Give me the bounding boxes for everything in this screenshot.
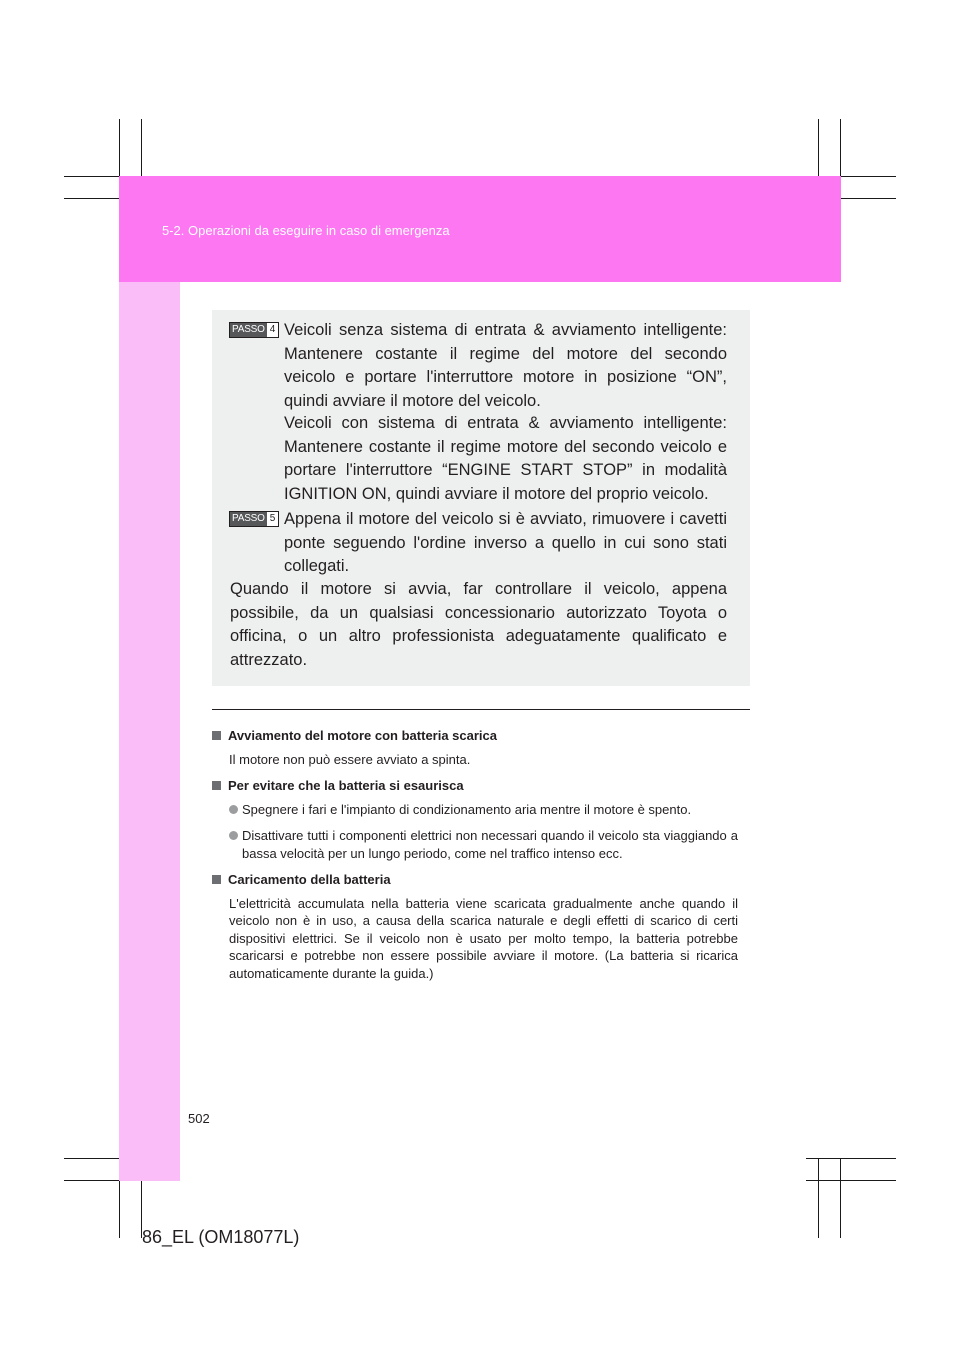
divider bbox=[212, 709, 750, 710]
notes-section bbox=[212, 727, 738, 991]
note-heading bbox=[212, 727, 738, 745]
crop-mark bbox=[840, 1158, 841, 1238]
note-heading-text: Avviamento del motore con batteria scarica bbox=[228, 728, 498, 743]
document-code: 86_EL (OM18077L) bbox=[142, 1227, 300, 1247]
step-badge-number: 4 bbox=[267, 323, 279, 337]
circle-bullet-icon bbox=[229, 831, 238, 840]
section-title: 5-2. Operazioni da eseguire in caso di emergenza bbox=[162, 223, 450, 238]
crop-mark bbox=[806, 1158, 896, 1159]
step-5-text: Appena il motore del veicolo si è avviato, rimuovere i cavetti ponte seguendo l'ordine inverso a quello in cui sono stati collegati. bbox=[284, 510, 727, 575]
circle-bullet-icon bbox=[229, 805, 238, 814]
crop-mark bbox=[806, 1180, 896, 1181]
page-number: 502 bbox=[188, 1111, 210, 1126]
note-heading bbox=[212, 871, 738, 889]
note-body: L'elettricità accumulata nella batteria viene scaricata gradualmente anche quando il veicolo non è in uso, a causa della scarica naturale e degli effetti di scarico di certi dispositivi elettrici. Se il veicolo non è usato per molto tempo, la batteria potrebbe scaricarsi e potrebbe non essere possibile avviare il motore. (La batteria si ricarica automaticamente durante la guida.) bbox=[229, 895, 738, 981]
note-body: Il motore non può essere avviato a spinta. bbox=[229, 751, 471, 767]
step-badge-4 bbox=[229, 322, 279, 338]
note-heading-text: Caricamento della batteria bbox=[228, 872, 391, 887]
list-item bbox=[229, 827, 738, 862]
step-badge-word: PASSO bbox=[232, 513, 265, 524]
note-heading-text: Per evitare che la batteria si esaurisca bbox=[228, 778, 464, 793]
step-4-text-b: Veicoli con sistema di entrata & avviamento intelligente: Mantenere costante il regime motore del secondo veicolo e portare l'interruttore “ENGINE START STOP” in modalità IGNITION ON, quindi avviare il motore del proprio veicolo. bbox=[284, 414, 727, 503]
list-item-text: Spegnere i fari e l'impianto di condizionamento aria mentre il motore è spento. bbox=[242, 801, 692, 817]
closing-paragraph: Quando il motore si avvia, far controllare il veicolo, appena possibile, da un qualsiasi concessionario autorizzato Toyota o officina, o un altro professionista adeguatamente qualificato e attrezzato. bbox=[230, 580, 727, 669]
step-4-text-a: Veicoli senza sistema di entrata & avviamento intelligente: Mantenere costante il regime del motore del secondo veicolo e portare l'interruttore motore in posizione “ON”, quindi avviare il motore del veicolo. bbox=[284, 321, 727, 410]
square-bullet-icon bbox=[212, 731, 221, 740]
square-bullet-icon bbox=[212, 875, 221, 884]
list-item-text: Disattivare tutti i componenti elettrici non necessari quando il veicolo sta viaggiando a bassa velocità per un lungo periodo, come nel traffico intenso ecc. bbox=[242, 828, 738, 861]
step-badge-number: 5 bbox=[267, 512, 279, 526]
crop-mark bbox=[818, 1158, 819, 1238]
note-heading bbox=[212, 777, 738, 795]
sidebar-band bbox=[119, 176, 180, 1181]
square-bullet-icon bbox=[212, 781, 221, 790]
step-badge-word: PASSO bbox=[232, 324, 265, 335]
step-badge-5 bbox=[229, 511, 279, 527]
list-item bbox=[229, 801, 738, 819]
